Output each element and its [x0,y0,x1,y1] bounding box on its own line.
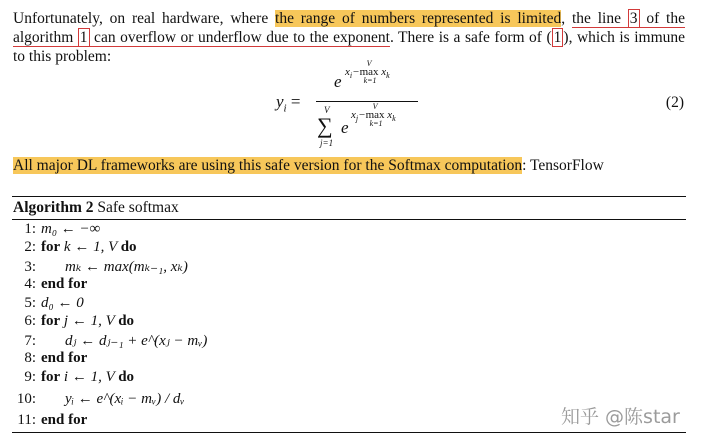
text-segment: . There is a safe form of ( [389,29,552,46]
algorithm-line [12,313,134,331]
algorithm-name: Safe softmax [97,199,179,216]
line-number: 2: [24,239,36,255]
eq-max-top: V [366,59,372,68]
eq-sum-top: V [324,105,330,115]
eq-var: x [381,66,387,78]
equation-lhs: $y_i$ = [276,92,301,115]
eq-var-sub: k [392,114,396,124]
text-segment: of the [639,10,685,27]
algorithm-label: Algorithm 2 [13,199,94,216]
underline-algorithm-ref [13,29,390,47]
text-segment: algorithm [13,29,78,46]
line-number: 3: [24,259,36,275]
eq-var-sub: i [349,71,353,81]
equation-number: (2) [665,94,684,111]
watermark: 知乎 @陈star [561,406,680,428]
eq-sum-bottom: j=1 [320,138,334,148]
eq-exp-base: e [334,72,342,91]
algorithm-line [12,257,188,275]
frameworks-sentence [13,156,685,176]
line-number: 11: [17,412,36,428]
line-number: 1: [24,221,36,237]
line-number: 10: [16,391,36,407]
algorithm-line [12,276,87,294]
algorithm-line [12,331,207,349]
algorithm-mid-rule [12,219,686,220]
eq-lhs-symbol: y [276,92,284,111]
line-code: m₀ ← −∞ [41,221,101,237]
algorithm-line [12,369,134,387]
line-number: 4: [24,276,36,292]
text-segment: the line [571,10,628,27]
text-segment: can overflow or underflow due to the exponent [89,29,390,46]
text-segment: ), which is immune to this problem: [13,29,686,65]
line-code: mₖ ← max(mₖ₋₁, xₖ) [65,259,188,275]
text-segment: Unfortunately, on real hardware, where [13,10,276,27]
line-number: 5: [24,295,36,311]
eq-lhs-subscript: i [283,102,287,115]
eq-max-top: V [372,102,378,111]
eq-max-op [365,102,385,128]
algorithm-line [12,221,100,239]
algorithm-ref-link[interactable]: 1 [79,29,88,46]
algorithm-line [12,295,84,313]
line-number: 6: [24,313,36,329]
eq-var: x [387,109,393,121]
line-code: end for [41,350,88,366]
eq-numerator [334,59,390,92]
algorithm-bottom-rule [12,432,686,433]
eq-num-exponent: $x_i-$ V max k=1 $x_k$ [345,59,390,85]
eq-max-bottom: k=1 [369,119,383,128]
eq-max-word: max [365,109,385,121]
eq-var: x [345,66,350,78]
intro-paragraph [13,9,685,66]
algorithm-caption [13,199,179,217]
eq-exp-base: e [341,118,349,137]
line-code: d₀ ← 0 [41,295,84,311]
line-code: yᵢ ← e^(xᵢ − mᵥ) / dᵥ [65,391,185,407]
algorithm-line [12,412,87,430]
eq-var-sub: k [386,71,390,81]
line-number: 8: [24,350,36,366]
eq-fraction-bar [316,101,418,102]
line-code: for j ← 1, V do [41,313,135,329]
eq-max-op [359,59,379,85]
line-code: end for [41,276,88,292]
algorithm-line [12,239,137,257]
text-segment: , [561,10,572,27]
text-segment: : TensorFlow [522,157,604,174]
equation-ref-link[interactable]: 1 [553,29,562,46]
line-number: 9: [24,369,36,385]
algorithm-top-rule [12,196,686,197]
algorithm-line [12,350,87,368]
algorithm-line [12,391,185,409]
eq-var: x [351,109,356,121]
eq-den-exponent: $x_j-$ V max k=1 $x_k$ [351,102,396,128]
eq-sum-symbol: ∑ [317,113,333,138]
line-ref-link[interactable]: 3 [629,10,638,27]
highlight-range-limited: the range of numbers represented is limited [275,10,562,27]
eq-max-bottom: k=1 [363,76,377,85]
line-number: 7: [24,333,36,349]
line-code: end for [41,412,88,428]
line-code: for i ← 1, V do [41,369,135,385]
line-code: for k ← 1, V do [41,239,137,255]
eq-var-sub: j [355,114,359,124]
line-code: dⱼ ← dⱼ₋₁ + e^(xⱼ − mᵥ) [65,333,208,349]
eq-max-word: max [359,66,379,78]
underline-line-ref [572,10,685,28]
highlight-frameworks: All major DL frameworks are using this safe version for the Softmax computation [13,157,523,174]
